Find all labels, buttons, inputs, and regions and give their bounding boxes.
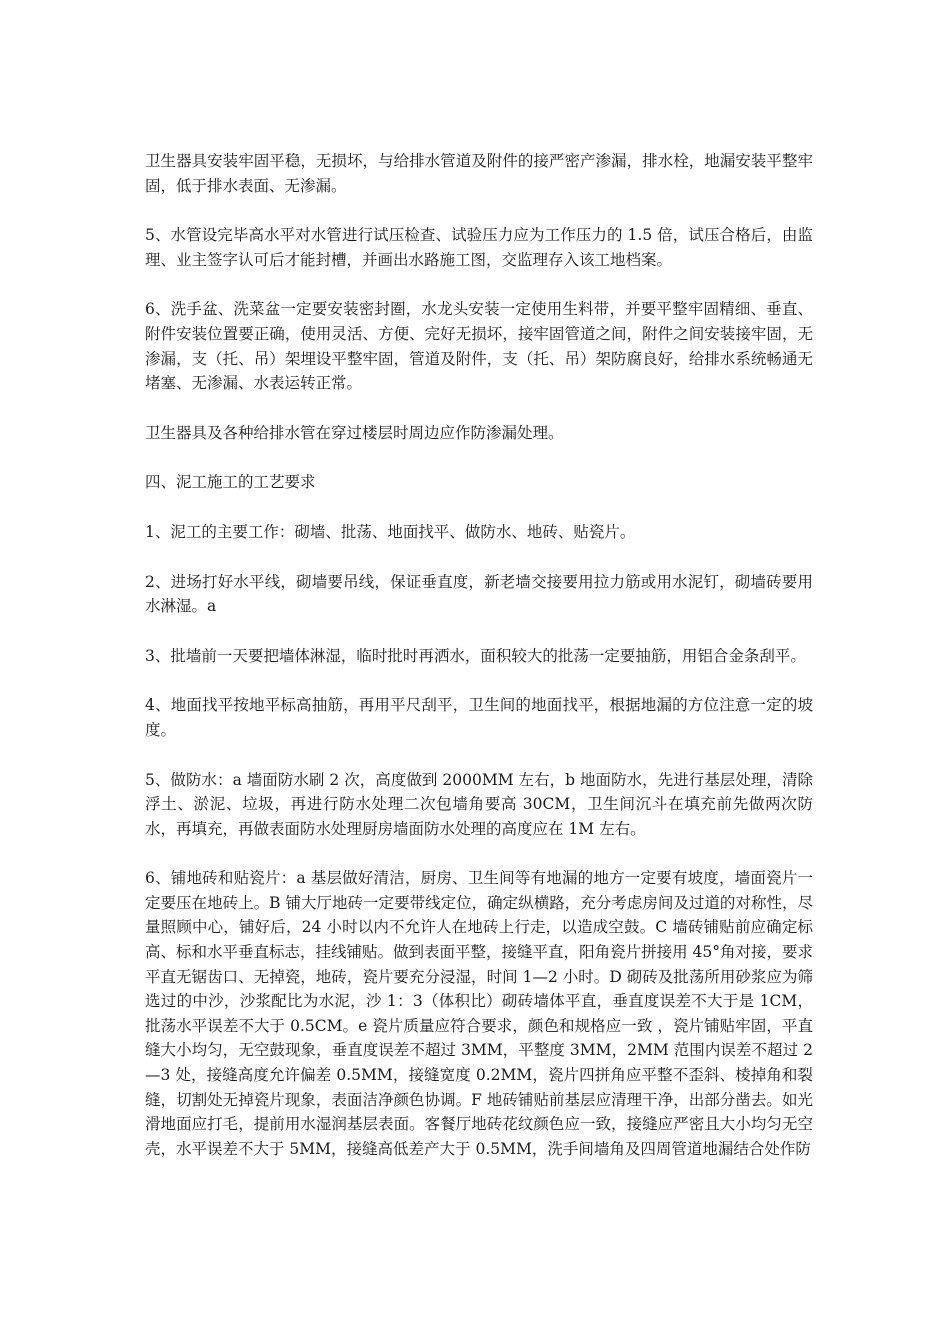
paragraph-basin-install: 6、洗手盆、洗菜盆一定要安装密封圈，水龙头安装一定使用生料带，并要平整牢固精细、垂直、附件安装位置要正确，使用灵活、方便、完好无损坏，接牢固管道之间，附件之间安装接牢固，无渗漏，支（托、吊）架埋设平整牢固，管道及附件，支（托、吊）架防腐良好，给排水系统畅通无堵塞、无渗漏、水表运转正常。	[145, 300, 813, 393]
paragraph-plastering: 3、批墙前一天要把墙体淋湿，临时批时再洒水，面积较大的批荡一定要抽筋，用铝合金条刮平。	[145, 646, 806, 665]
paragraph-wall-building: 2、进场打好水平线，砌墙要吊线，保证垂直度，新老墙交接要用拉力筋或用水泥钉，砌墙砖要用水淋湿。a	[145, 572, 813, 616]
section-heading-masonry: 四、泥工施工的工艺要求	[145, 473, 316, 492]
paragraph-leak-prevention: 卫生器具及各种给排水管在穿过楼层时周边应作防渗漏处理。	[145, 423, 564, 442]
document-body	[145, 149, 813, 1186]
paragraph-waterproofing: 5、做防水：a 墙面防水刷 2 次，高度做到 2000MM 左右，b 地面防水，先进行基层处理，清除浮土、淤泥、垃圾，再进行防水处理二次包墙角要高 30CM，卫生间沉斗在填充前先做两次防水，再填充，再做表面防水处理厨房墙面防水处理的高度应在 1M 左右。	[145, 770, 813, 838]
paragraph-masonry-tasks: 1、泥工的主要工作：砌墙、批荡、地面找平、做防水、地砖、贴瓷片。	[145, 522, 636, 541]
paragraph-pressure-test: 5、水管设完毕高水平对水管进行试压检查、试验压力应为工作压力的 1.5 倍，试压合格后，由监理、业主签字认可后才能封槽，并画出水路施工图，交监理存入该工地档案。	[145, 226, 813, 269]
paragraph-floor-leveling: 4、地面找平按地平标高抽筋，再用平尺刮平，卫生间的地面找平，根据地漏的方位注意一定的坡度。	[145, 696, 813, 739]
paragraph-tiling: 6、铺地砖和贴瓷片：a 基层做好清洁，厨房、卫生间等有地漏的地方一定要有坡度，墙面瓷片一定要压在地砖上。B 铺大厅地砖一定要带线定位，确定纵横路，充分考虑房间及过道的对称性，尽量照顾中心，铺好后，24 小时以内不允许人在地砖上行走，以造成空鼓。C 墙砖铺贴前应确定标高、标和水平垂直标志，挂线铺贴。做到表面平整，接缝平直，阳角瓷片拼接用 45°角对接，要求平直无锯齿口、无掉瓷，地砖，瓷片要充分浸湿，时间 1—2 小时。D 砌砖及批荡所用砂浆应为筛选过的中沙，沙浆配比为水泥，沙 1：3（体积比）砌砖墙体平直，垂直度误差不大于是 1CM，批荡水平误差不大于 0.5CM。e 瓷片质量应符合要求，颜色和规格应一致 ，瓷片铺贴牢固，平直缝大小均匀，无空鼓现象，垂直度误差不超过 3MM，平整度 3MM，2MM 范围内误差不超过 2—3 处，接缝高度允许偏差 0.5MM，接缝宽度 0.2MM，瓷片四拼角应平整不歪斜、棱掉角和裂缝，切割处无掉瓷片现象，表面洁净颜色协调。F 地砖铺贴前基层应清理干净，出部分凿去。如光滑地面应打毛，提前用水湿润基层表面。客餐厅地砖花纹颜色应一致，接缝应严密且大小均匀无空壳，水平误差不大于 5MM，接缝高低差产大于 0.5MM，洗手间墙角及四周管道地漏结合处作防	[145, 869, 813, 1158]
paragraph-fixture-install: 卫生器具安装牢固平稳，无损坏，与给排水管道及附件的接严密产渗漏，排水栓，地漏安装平整牢固，低于排水表面、无渗漏。	[145, 152, 813, 195]
